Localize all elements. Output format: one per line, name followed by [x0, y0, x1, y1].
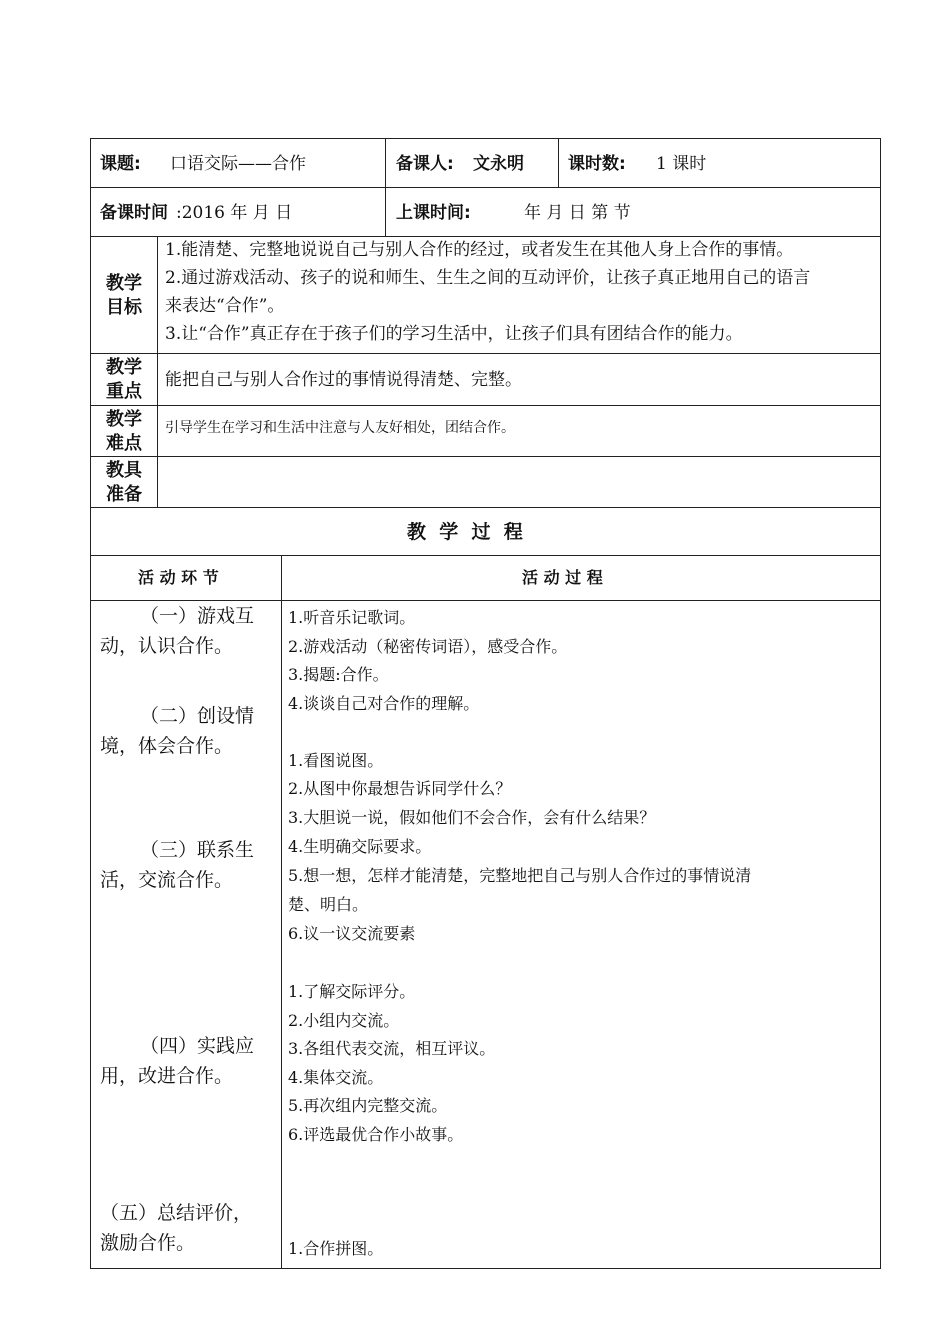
- class-time-label: 上课时间:: [396, 203, 471, 223]
- process-step: 楚、明白。: [288, 895, 369, 914]
- prep-time-value: :2016 年 月 日: [176, 203, 293, 223]
- key-points-text: 能把自己与别人合作过的事情说得清楚、完整。: [165, 370, 522, 390]
- process-step: 2.小组内交流。: [288, 1011, 400, 1030]
- goal-line: 2.通过游戏活动、孩子的说和师生、生生之间的互动评价，让孩子真正地用自己的语言: [165, 268, 811, 288]
- key-points-label: 教学 重点: [106, 357, 142, 402]
- process-step: 4.生明确交际要求。: [288, 837, 432, 856]
- goal-line: 来表达“合作”。: [165, 296, 285, 316]
- class-time-value: 年 月 日 第 节: [524, 203, 631, 223]
- goal-line: 3.让“合作”真正存在于孩子们的学习生活中，让孩子们具有团结合作的能力。: [165, 324, 743, 344]
- topic-label: 课题:: [100, 154, 141, 174]
- preparer-value: 文永明: [473, 154, 524, 174]
- stage-column-header: 活 动 环 节: [138, 568, 219, 587]
- goals-label: 教学 目标: [106, 273, 142, 318]
- tools-label: 教具 准备: [106, 460, 142, 505]
- process-step: 3.各组代表交流，相互评议。: [288, 1039, 496, 1058]
- table-border-right: [880, 138, 881, 1269]
- table-border-top: [90, 138, 881, 139]
- stage-item: （一）游戏互 动，认识合作。: [100, 605, 255, 657]
- process-step: 4.集体交流。: [288, 1068, 384, 1087]
- process-step: 1.合作拼图。: [288, 1239, 384, 1258]
- process-step: 6.议一议交流要素: [288, 924, 416, 943]
- row-divider: [90, 456, 881, 457]
- process-column-header: 活 动 过 程: [522, 568, 603, 587]
- col-divider: [558, 138, 559, 188]
- table-border-left: [90, 138, 91, 1269]
- goal-line: 1.能清楚、完整地说说自己与别人合作的经过，或者发生在其他人身上合作的事情。: [165, 240, 794, 260]
- process-step: 1.看图说图。: [288, 751, 384, 770]
- col-divider: [281, 555, 282, 1269]
- process-step: 2.从图中你最想告诉同学什么？: [288, 779, 512, 798]
- stage-item: （二）创设情 境，体会合作。: [100, 705, 255, 757]
- preparer-label: 备课人:: [396, 154, 454, 174]
- process-step: 3.大胆说一说，假如他们不会合作，会有什么结果？: [288, 808, 656, 827]
- process-step: 5.想一想，怎样才能清楚，完整地把自己与别人合作过的事情说清: [288, 866, 752, 885]
- row-divider: [90, 507, 881, 508]
- process-step: 5.再次组内完整交流。: [288, 1096, 448, 1115]
- row-divider: [90, 187, 881, 188]
- process-title: 教 学 过 程: [407, 521, 523, 543]
- row-divider: [90, 555, 881, 556]
- col-divider: [385, 138, 386, 237]
- process-step: 6.评选最优合作小故事。: [288, 1125, 464, 1144]
- stage-item: （五）总结评价， 激励合作。: [100, 1202, 253, 1254]
- difficulties-text: 引导学生在学习和生活中注意与人友好相处，团结合作。: [165, 420, 515, 436]
- col-divider: [157, 236, 158, 508]
- stage-item: （三）联系生 活，交流合作。: [100, 839, 255, 891]
- prep-time-label: 备课时间: [100, 203, 168, 223]
- topic-value: 口语交际——合作: [170, 154, 306, 174]
- difficulties-label: 教学 难点: [106, 409, 142, 454]
- stage-item: （四）实践应 用，改进合作。: [100, 1035, 255, 1087]
- table-border-bottom: [90, 1268, 881, 1269]
- process-step: 1.了解交际评分。: [288, 982, 416, 1001]
- process-step: 1.听音乐记歌词。: [288, 608, 416, 627]
- process-step: 4.谈谈自己对合作的理解。: [288, 694, 480, 713]
- row-divider: [90, 405, 881, 406]
- row-divider: [90, 353, 881, 354]
- process-step: 2.游戏活动（秘密传词语），感受合作。: [288, 637, 568, 656]
- hours-value: 1 课时: [656, 154, 707, 174]
- process-step: 3.揭题:合作。: [288, 665, 389, 684]
- hours-label: 课时数:: [568, 154, 626, 174]
- row-divider: [90, 236, 881, 237]
